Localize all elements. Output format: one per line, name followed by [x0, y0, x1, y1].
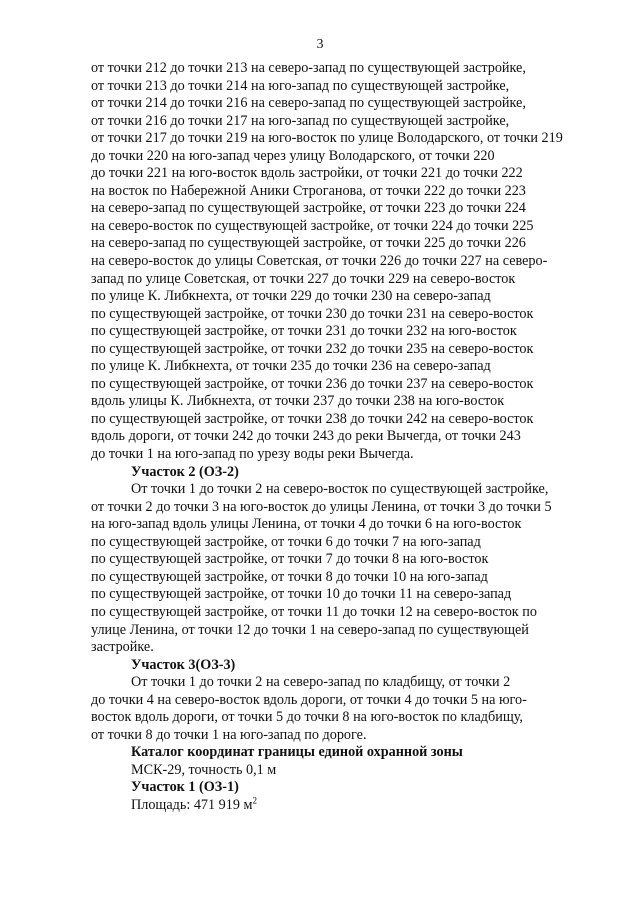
text-line: по существующей застройке, от точки 232 до точки 235 на северо-восток [91, 340, 534, 357]
section-3-boundary-description [91, 674, 596, 744]
text-line: по существующей застройке, от точки 11 до точки 12 на северо-восток по [91, 603, 537, 620]
text-line: на северо-запад по существующей застройке, от точки 223 до точки 224 [91, 200, 526, 217]
catalog-section-heading: Участок 1 (ОЗ-1) [131, 779, 239, 796]
text-line: от точки 212 до точки 213 на северо-запад по существующей застройке, [91, 60, 526, 76]
text-line: от точки 217 до точки 219 на юго-восток по улице Володарского, от точки 219 [91, 130, 563, 147]
text-line: по существующей застройке, от точки 238 до точки 242 на северо-восток [91, 410, 534, 427]
text-line: от точки 214 до точки 216 на северо-запад по существующей застройке, [91, 95, 526, 112]
text-line: на восток по Набережной Аники Строганова, от точки 222 до точки 223 [91, 182, 526, 199]
text-line: по улице К. Либкнехта, от точки 235 до точки 236 на северо-запад [91, 358, 491, 375]
text-line: улице Ленина, от точки 12 до точки 1 на северо-запад по существующей [91, 621, 529, 638]
document-body [91, 60, 596, 815]
text-line: вдоль дороги, от точки 242 до точки 243 до реки Вычегда, от точки 243 [91, 428, 521, 445]
text-line: по существующей застройке, от точки 236 до точки 237 на северо-восток [91, 375, 534, 392]
text-line: От точки 1 до точки 2 на северо-восток по существующей застройке, [131, 481, 549, 498]
text-line: до точки 1 на юго-запад по урезу воды реки Вычегда. [91, 446, 414, 463]
text-line: по существующей застройке, от точки 230 до точки 231 на северо-восток [91, 305, 534, 322]
catalog-heading: Каталог координат границы единой охранной зоны [131, 744, 463, 761]
text-line: до точки 221 на юго-восток вдоль застройки, от точки 221 до точки 222 [91, 165, 523, 182]
text-line: по существующей застройке, от точки 8 до точки 10 на юго-запад [91, 568, 488, 585]
text-line: на юго-запад вдоль улицы Ленина, от точки 4 до точки 6 на юго-восток [91, 516, 522, 533]
text-line: до точки 220 на юго-запад через улицу Володарского, от точки 220 [91, 147, 495, 164]
text-line: запад по улице Советская, от точки 227 до точки 229 на северо-восток [91, 270, 516, 287]
text-line: От точки 1 до точки 2 на северо-запад по кладбищу, от точки 2 [131, 674, 511, 691]
area-label: Площадь: 471 919 м [131, 796, 253, 813]
page-number: 3 [316, 37, 324, 52]
text-line: от точки 2 до точки 3 на юго-восток до улицы Ленина, от точки 3 до точки 5 [91, 498, 552, 515]
text-line: вдоль улицы К. Либкнехта, от точки 237 до точки 238 на юго-восток [91, 393, 505, 410]
section-2-boundary-description [91, 481, 596, 656]
text-line: на северо-восток до улицы Советская, от точки 226 до точки 227 на северо- [91, 253, 548, 270]
text-line: на северо-запад по существующей застройке, от точки 225 до точки 226 [91, 235, 526, 252]
section-3-heading: Участок 3(ОЗ-3) [131, 656, 236, 673]
text-line: по существующей застройке, от точки 231 до точки 232 на юго-восток [91, 323, 517, 340]
area-value [91, 797, 596, 815]
text-line: по существующей застройке, от точки 10 до точки 11 на северо-запад [91, 586, 512, 603]
coordinate-system-note: МСК-29, точность 0,1 м [131, 761, 277, 778]
section-2-heading: Участок 2 (ОЗ-2) [131, 463, 239, 480]
text-line: до точки 4 на северо-восток вдоль дороги, от точки 4 до точки 5 на юго- [91, 691, 527, 708]
text-line: по существующей застройке, от точки 6 до точки 7 на юго-запад [91, 533, 481, 550]
text-line: по существующей застройке, от точки 7 до точки 8 на юго-восток [91, 551, 489, 568]
text-line: восток вдоль дороги, от точки 5 до точки 8 на юго-восток по кладбищу, [91, 709, 523, 726]
section-1-boundary-description [91, 60, 596, 464]
area-unit-superscript: 2 [252, 795, 257, 806]
text-line: от точки 8 до точки 1 на юго-запад по дороге. [91, 726, 367, 743]
text-line: от точки 216 до точки 217 на юго-запад по существующей застройке, [91, 112, 510, 129]
text-line: на северо-восток по существующей застройке, от точки 224 до точки 225 [91, 217, 534, 234]
text-line: от точки 213 до точки 214 на юго-запад по существующей застройке, [91, 77, 510, 94]
text-line: по улице К. Либкнехта, от точки 229 до точки 230 на северо-запад [91, 288, 491, 305]
text-line: застройке. [91, 639, 154, 656]
